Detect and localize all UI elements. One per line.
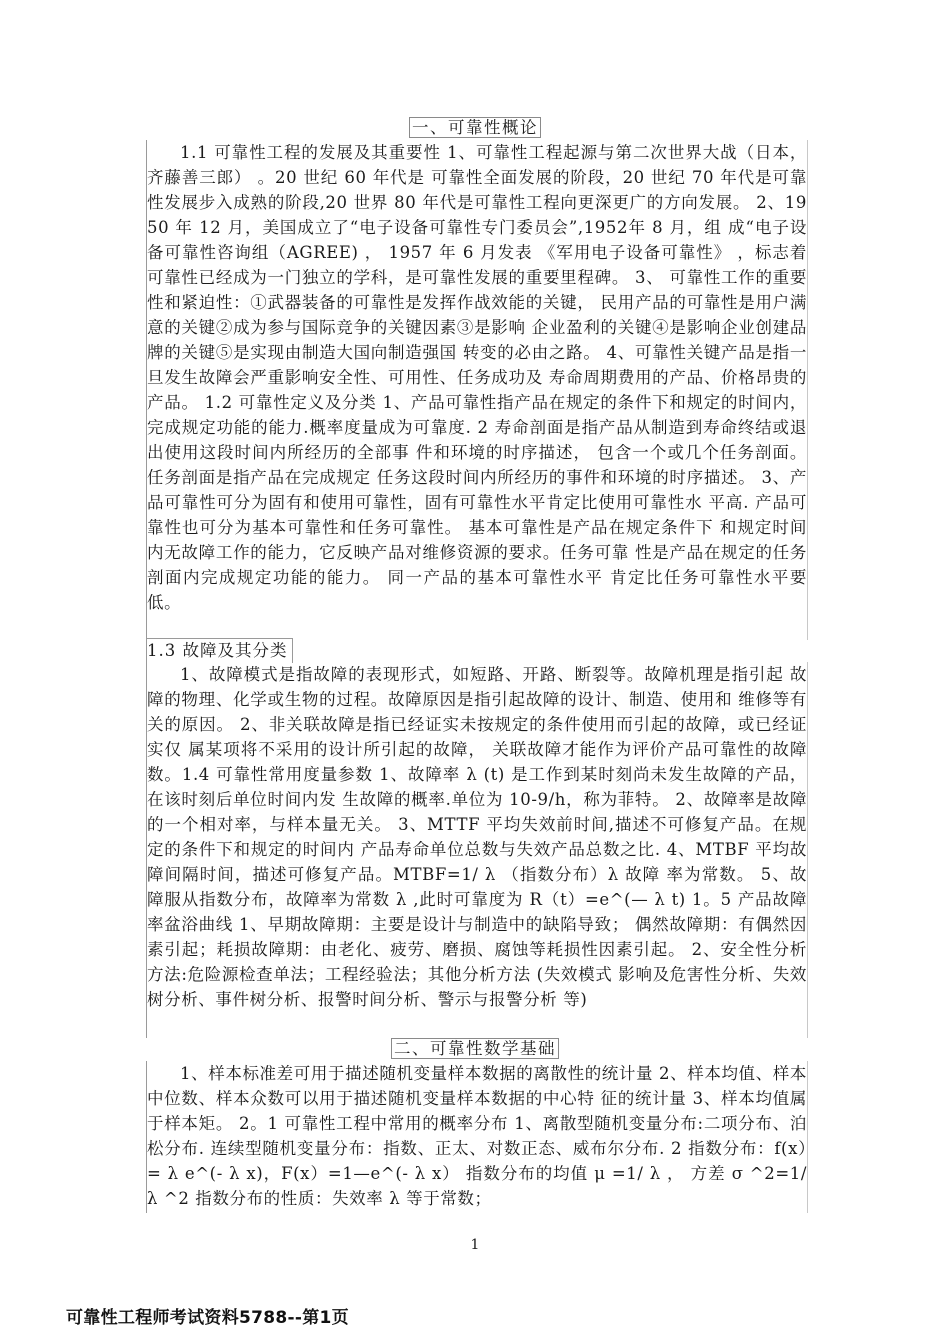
subsection-heading-1-3: 1.3 故障及其分类 xyxy=(146,638,293,663)
section-heading-2 xyxy=(0,1037,950,1061)
section-heading-1 xyxy=(0,116,950,140)
paragraph-1-3-1-5: 1、故障模式是指故障的表现形式，如短路、开路、断裂等。故障机理是指引起 故障的物理、化学或生物的过程。故障原因是指引起故障的设计、制造、使用和 维修等有关的原因。 2、非关联故障是指已经证实未按规定的条件使用而引起的故障，或已经证实仅 属某项将不采用的设计所引起的故障， 关联故障才能作为评价产品可靠性的故障 数。1.4 可靠性常用度量参数 1、故障率 λ (t) 是工作到某时刻尚未发生故障的产品，在该时刻后单位时间内发 生故障的概率.单位为 10-9/h，称为菲特。 2、故障率是故障的一个相对率，与样本量无关。 3、MTTF 平均失效前时间,描述不可修复产品。在规定的条件下和规定的时间内 产品寿命单位总数与失效产品总数之比. 4、MTBF 平均故障间隔时间，描述可修复产品。MTBF=1/ λ （指数分布）λ 故障 率为常数。 5、故障服从指数分布，故障率为常数 λ ,此时可靠度为 R（t）=e^(— λ t) 1。5 产品故障率盆浴曲线 1、早期故障期：主要是设计与制造中的缺陷导致； 偶然故障期：有偶然因素引起；耗损故障期：由老化、疲劳、磨损、腐蚀等耗损性因素引起。 2、安全性分析方法:危险源检查单法；工程经验法；其他分析方法 (失效模式 影响及危害性分析、失效树分析、事件树分析、报警时间分析、警示与报警分析 等) xyxy=(146,662,808,1038)
section-heading-2-text: 二、可靠性数学基础 xyxy=(391,1038,559,1059)
page-number: 1 xyxy=(470,1237,480,1253)
paragraph-2-1: 1、样本标准差可用于描述随机变量样本数据的离散性的统计量 2、样本均值、样本中位数、样本众数可以用于描述随机变量样本数据的中心特 征的统计量 3、样本均值属于样本矩。 2。1 可靠性工程中常用的概率分布 1、离散型随机变量分布:二项分布、泊松分布. 连续型随机变量分布：指数、正太、对数正态、威布尔分布. 2 指数分布：f(x）= λ e^(- λ x)，F(x）=1—e^(- λ x） 指数分布的均值 μ =1/ λ ， 方差 σ ^2=1/ λ ^2 指数分布的性质：失效率 λ 等于常数； xyxy=(146,1061,808,1213)
paragraph-1-1-1-2: 1.1 可靠性工程的发展及其重要性 1、可靠性工程起源与第二次世界大战（日本，齐藤善三郎） 。20 世纪 60 年代是 可靠性全面发展的阶段，20 世纪 70 年代是可靠性发展步入成熟的阶段,20 世界 80 年代是可靠性工程向更深更广的方向发展。 2、1950 年 12 月，美国成立了“电子设备可靠性专门委员会”,1952年 8 月，组 成“电子设备可靠性咨询组（AGREE) ， 1957 年 6 月发表 《军用电子设备可靠性》 ，标志着可靠性已经成为一门独立的学科，是可靠性发展的重要里程碑。 3、 可靠性工作的重要性和紧迫性：①武器装备的可靠性是发挥作战效能的关键， 民用产品的可靠性是用户满意的关键②成为参与国际竞争的关键因素③是影响 企业盈利的关键④是影响企业创建品牌的关键⑤是实现由制造大国向制造强国 转变的必由之路。 4、可靠性关键产品是指一旦发生故障会严重影响安全性、可用性、任务成功及 寿命周期费用的产品、价格昂贵的产品。 1.2 可靠性定义及分类 1、产品可靠性指产品在规定的条件下和规定的时间内，完成规定功能的能力.概率度量成为可靠度. 2 寿命剖面是指产品从制造到寿命终结或退出使用这段时间内所经历的全部事 件和环境的时序描述， 包含一个或几个任务剖面。任务剖面是指产品在完成规定 任务这段时间内所经历的事件和环境的时序描述。 3、产品可靠性可分为固有和使用可靠性，固有可靠性水平肯定比使用可靠性水 平高. 产品可靠性也可分为基本可靠性和任务可靠性。 基本可靠性是产品在规定条件下 和规定时间内无故障工作的能力，它反映产品对维修资源的要求。任务可靠 性是产品在规定的任务剖面内完成规定功能的能力。 同一产品的基本可靠性水平 肯定比任务可靠性水平要低。 xyxy=(146,140,808,640)
document-footer: 可靠性工程师考试资料5788--第1页 xyxy=(66,1308,349,1328)
section-heading-1-text: 一、可靠性概论 xyxy=(409,117,541,138)
